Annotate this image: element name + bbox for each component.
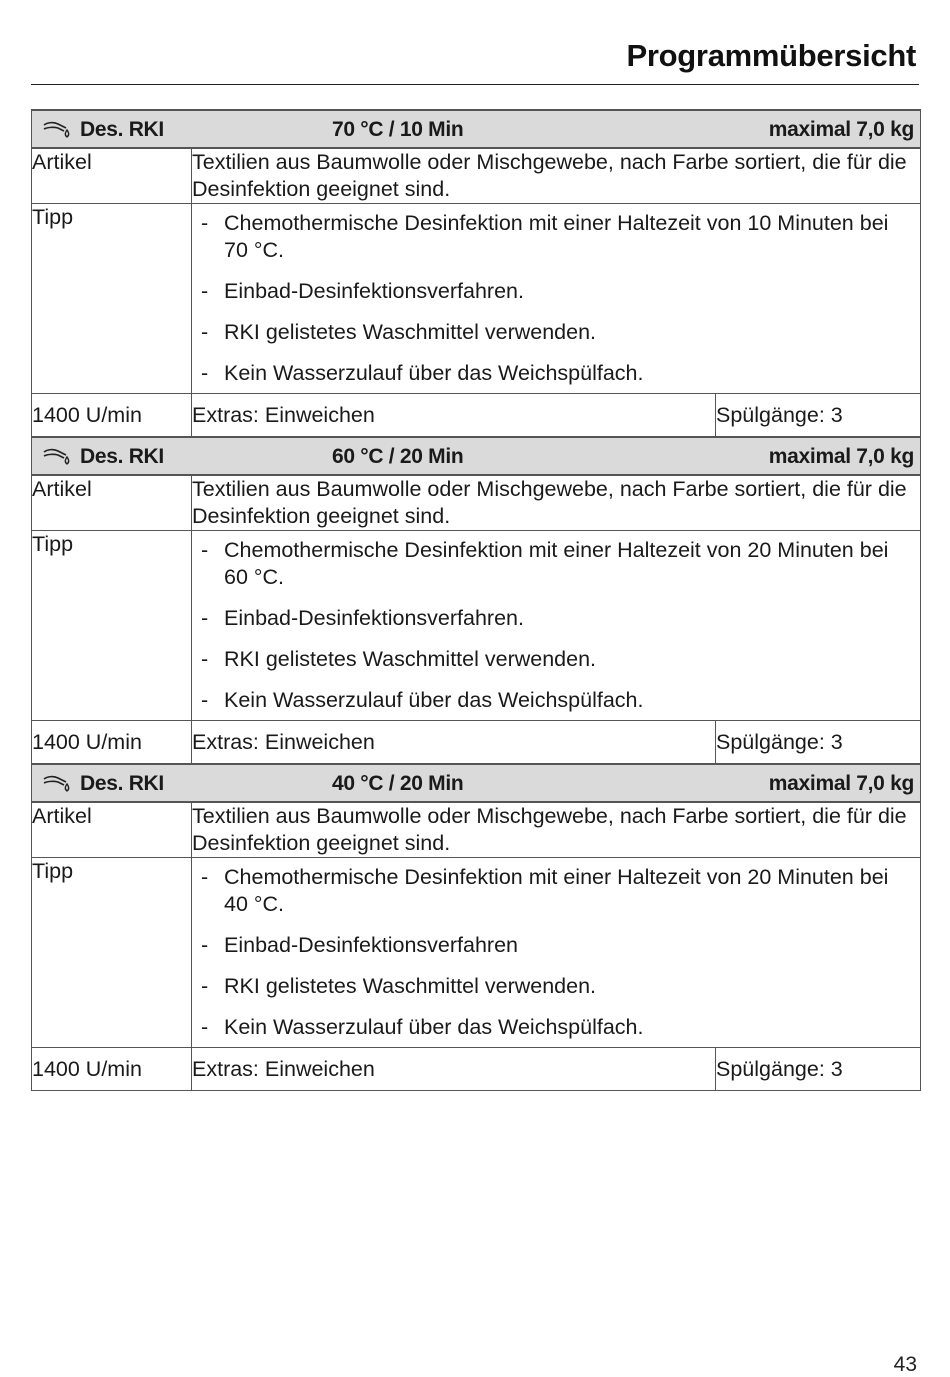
tipp-row: [32, 858, 921, 1048]
tip-item: - Einbad-Desinfektionsverfahren: [201, 932, 914, 959]
artikel-row: [32, 148, 921, 204]
page-number: 43: [893, 1353, 917, 1376]
program-name: Des. RKI: [80, 117, 164, 141]
program-table: [31, 109, 921, 1091]
artikel-label: Artikel: [32, 148, 192, 204]
program-name: Des. RKI: [80, 771, 164, 795]
spin-speed: 1400 U/min: [32, 394, 192, 438]
artikel-text: Textilien aus Baumwolle oder Mischgewebe, nach Farbe sortiert, die für die Desinfektion geeignet sind.: [192, 802, 921, 858]
title-divider: [31, 84, 919, 85]
tip-item: - Einbad-Desinfektionsverfahren.: [201, 605, 914, 632]
program-temp-time: 70 °C / 10 Min: [332, 117, 464, 141]
artikel-label: Artikel: [32, 802, 192, 858]
disinfection-tap-icon: [42, 446, 72, 466]
tip-item: - Chemothermische Desinfektion mit einer Haltezeit von 20 Minuten bei 60 °C.: [201, 537, 914, 591]
spin-speed: 1400 U/min: [32, 721, 192, 765]
disinfection-tap-icon: [42, 773, 72, 793]
tip-item: - RKI gelistetes Waschmittel verwenden.: [201, 646, 914, 673]
program-max-load: maximal 7,0 kg: [768, 117, 915, 141]
tip-item: - Kein Wasserzulauf über das Weichspülfach.: [201, 360, 914, 387]
spin-speed: 1400 U/min: [32, 1048, 192, 1091]
rinse-count: Spülgänge: 3: [716, 394, 921, 438]
tip-item: - Einbad-Desinfektionsverfahren.: [201, 278, 914, 305]
tipp-row: [32, 204, 921, 394]
tip-item: - RKI gelistetes Waschmittel verwenden.: [201, 973, 914, 1000]
extras: Extras: Einweichen: [192, 394, 716, 438]
artikel-text: Textilien aus Baumwolle oder Mischgewebe, nach Farbe sortiert, die für die Desinfektion geeignet sind.: [192, 475, 921, 531]
program-footer-row: [32, 394, 921, 438]
tip-item: - Chemothermische Desinfektion mit einer Haltezeit von 20 Minuten bei 40 °C.: [201, 864, 914, 918]
extras: Extras: Einweichen: [192, 721, 716, 765]
program-temp-time: 60 °C / 20 Min: [332, 444, 464, 468]
program-footer-row: [32, 721, 921, 765]
tipp-label: Tipp: [32, 531, 192, 721]
page-title: Programmübersicht: [626, 38, 916, 73]
program-name: Des. RKI: [80, 444, 164, 468]
tips-list: [192, 531, 920, 720]
tip-item: - RKI gelistetes Waschmittel verwenden.: [201, 319, 914, 346]
program-header: [32, 110, 921, 148]
tips-list: [192, 204, 920, 393]
tipp-label: Tipp: [32, 858, 192, 1048]
extras: Extras: Einweichen: [192, 1048, 716, 1091]
program-max-load: maximal 7,0 kg: [768, 771, 915, 795]
artikel-row: [32, 802, 921, 858]
rinse-count: Spülgänge: 3: [716, 721, 921, 765]
tipp-label: Tipp: [32, 204, 192, 394]
artikel-label: Artikel: [32, 475, 192, 531]
program-footer-row: [32, 1048, 921, 1091]
tip-item: - Kein Wasserzulauf über das Weichspülfach.: [201, 687, 914, 714]
artikel-text: Textilien aus Baumwolle oder Mischgewebe, nach Farbe sortiert, die für die Desinfektion geeignet sind.: [192, 148, 921, 204]
artikel-row: [32, 475, 921, 531]
tips-list: [192, 858, 920, 1047]
tip-item: - Chemothermische Desinfektion mit einer Haltezeit von 10 Minuten bei 70 °C.: [201, 210, 914, 264]
rinse-count: Spülgänge: 3: [716, 1048, 921, 1091]
program-max-load: maximal 7,0 kg: [768, 444, 915, 468]
tip-item: - Kein Wasserzulauf über das Weichspülfach.: [201, 1014, 914, 1041]
tipp-row: [32, 531, 921, 721]
program-header: [32, 437, 921, 475]
program-header: [32, 764, 921, 802]
program-temp-time: 40 °C / 20 Min: [332, 771, 464, 795]
disinfection-tap-icon: [42, 119, 72, 139]
